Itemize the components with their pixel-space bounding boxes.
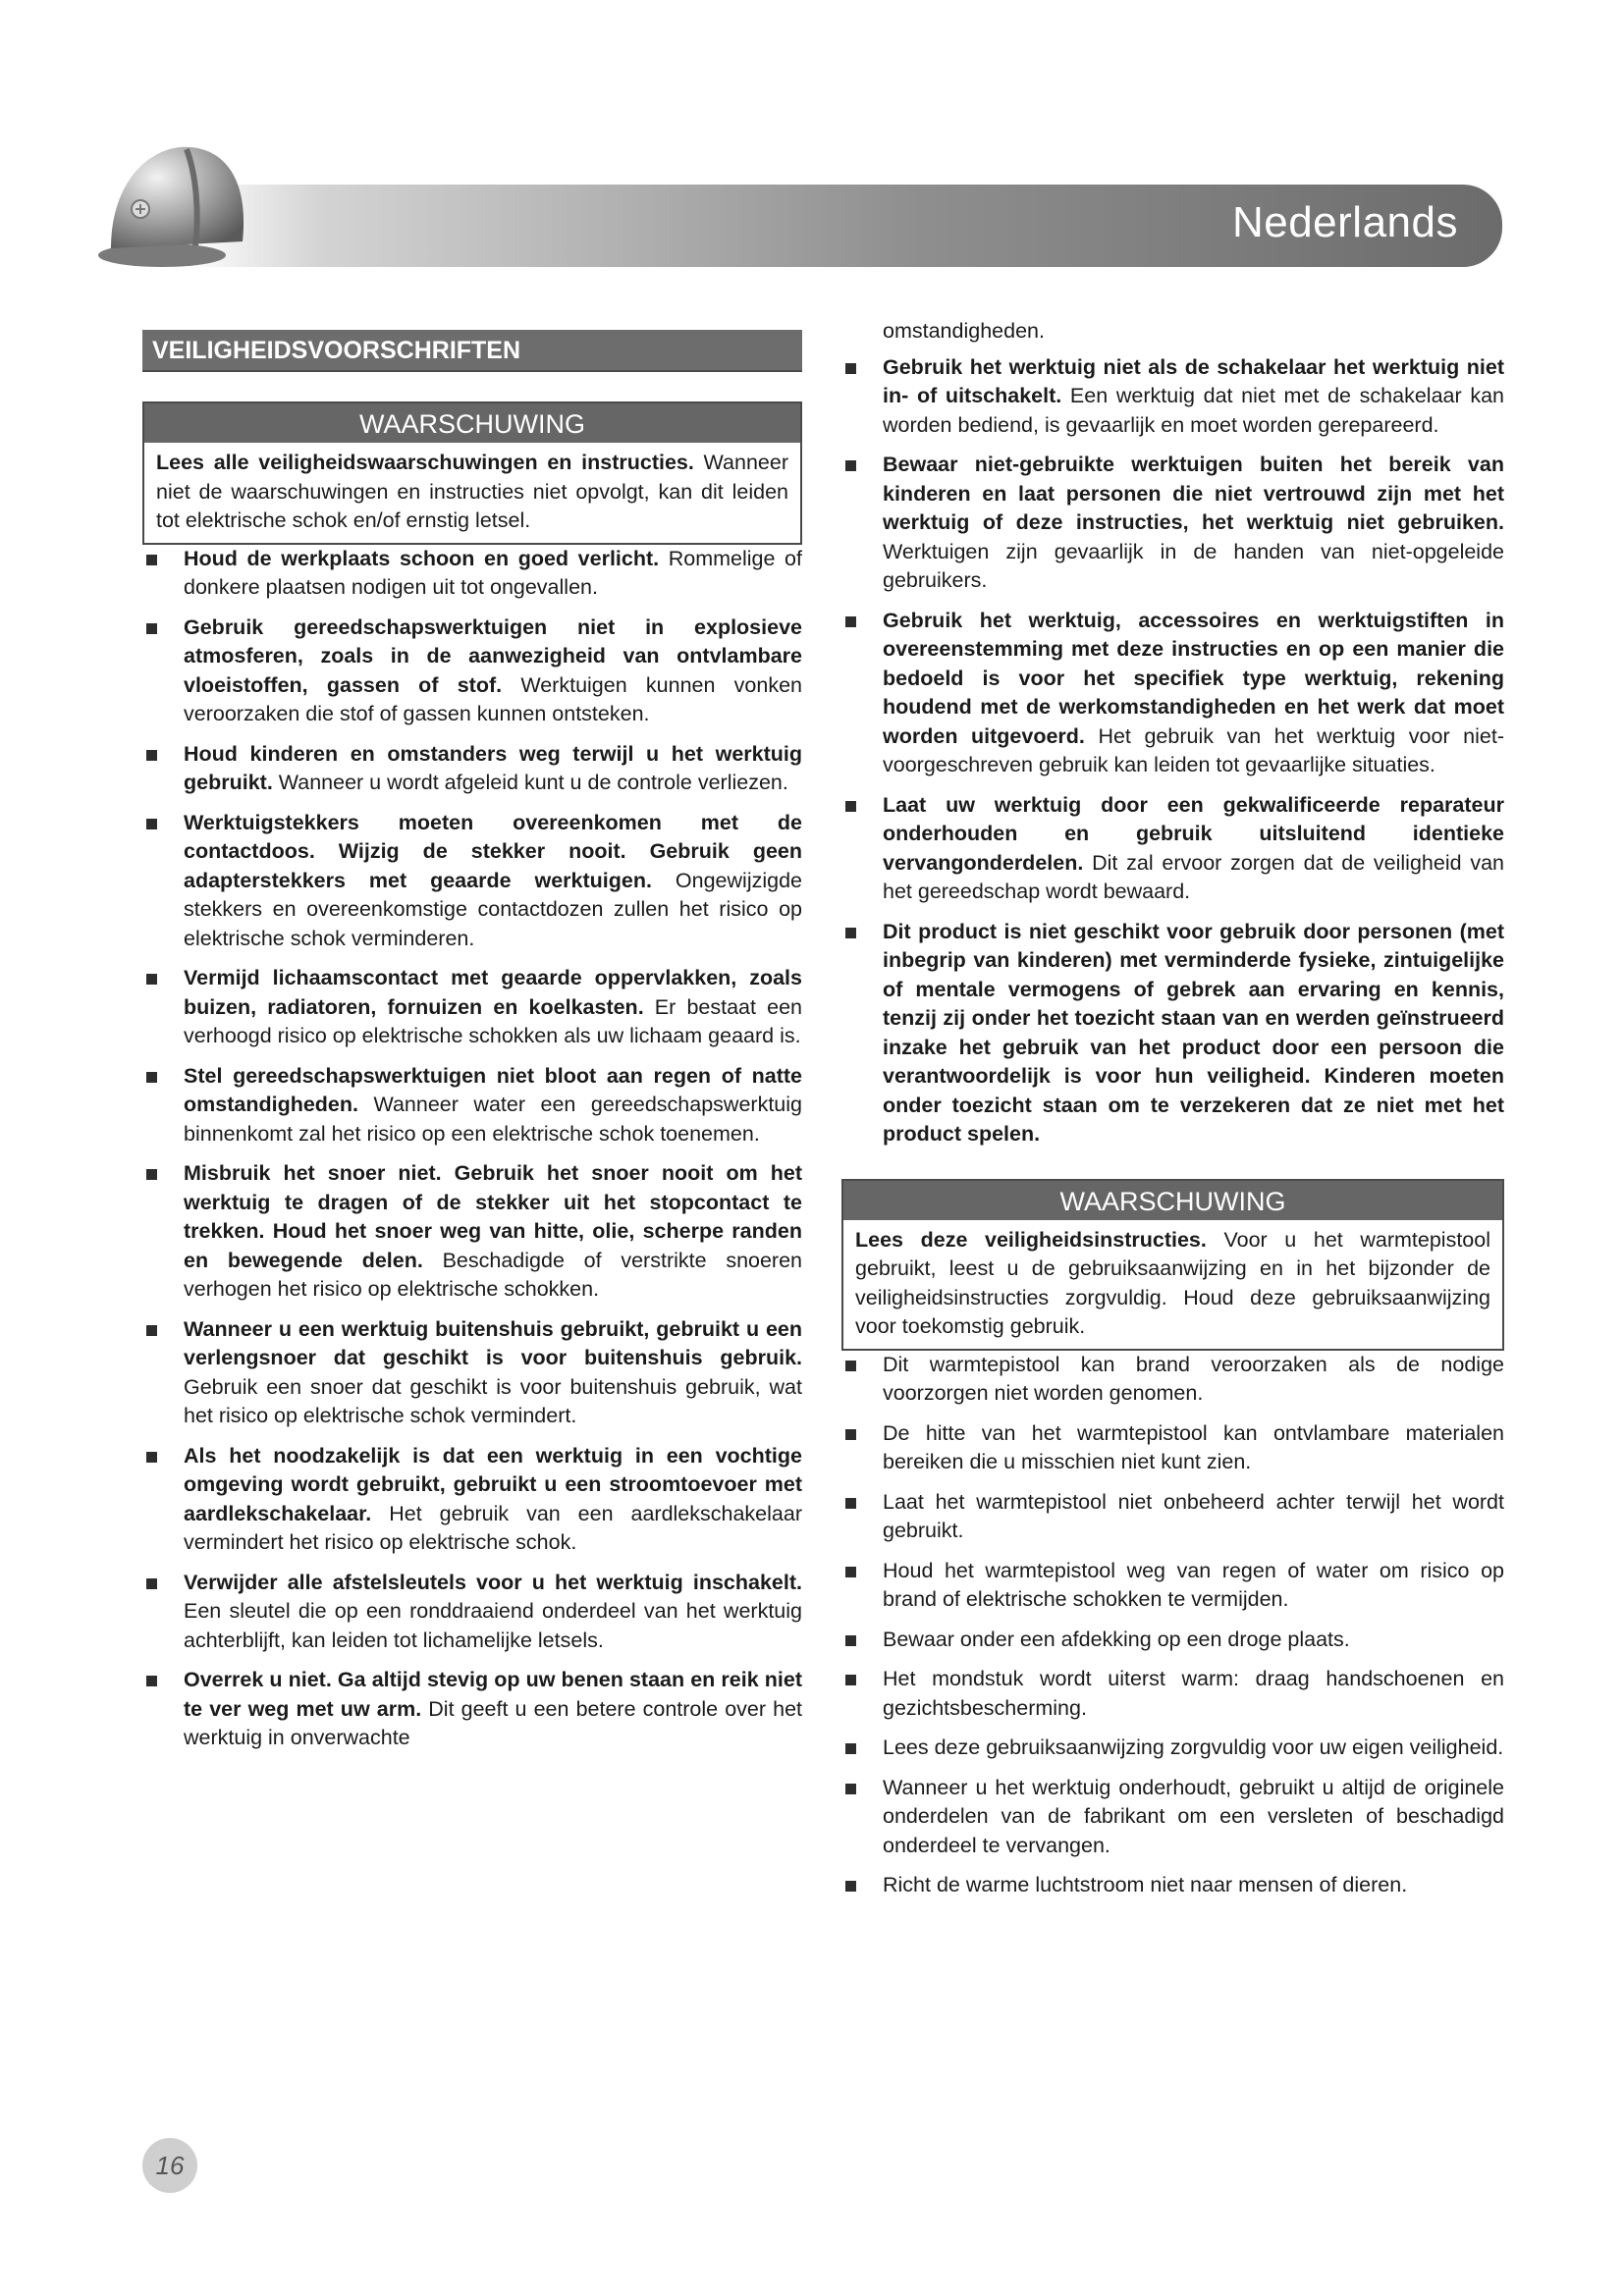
right-column [841, 320, 1504, 1911]
bullet-icon [146, 1676, 157, 1686]
bullet-icon [146, 1325, 157, 1336]
warning-title: WAARSCHUWING [843, 1181, 1502, 1220]
bullet-icon [845, 1881, 856, 1892]
safety-list [142, 545, 802, 1753]
list-item: Wanneer u een werktuig buitenshuis gebruikt, gebruikt u een verlengsnoer dat geschikt is voor buitenshuis gebruik. Gebruik een snoer dat geschikt is voor buitenshuis gebruik, wat het risico op elektrische schok vermindert. [142, 1315, 802, 1431]
warning-box [142, 401, 802, 545]
bullet-icon [845, 1361, 856, 1371]
bullet-icon [146, 1578, 157, 1589]
warning-box-heat-gun [841, 1179, 1504, 1351]
list-item: Bewaar niet-gebruikte werktuigen buiten het bereik van kinderen en laat personen die niet vertrouwd zijn met het werktuig of deze instructies, het werktuig niet gebruiken. Werktuigen zijn gevaarlijk in de handen van niet-opgeleide gebruikers. [841, 451, 1504, 596]
list-item: Houd het warmtepistool weg van regen of water om risico op brand of elektrische schokken te vermijden. [841, 1557, 1504, 1615]
bullet-icon [845, 1743, 856, 1754]
list-item: Het mondstuk wordt uiterst warm: draag handschoenen en gezichtsbescherming. [841, 1665, 1504, 1723]
list-item: Als het noodzakelijk is dat een werktuig in een vochtige omgeving wordt gebruikt, gebruikt u een stroomtoevoer met aardlekschakelaar. Het gebruik van een aardlekschakelaar vermindert het risico op elektrische schok. [142, 1442, 802, 1558]
language-title: Nederlands [1231, 198, 1458, 246]
bullet-icon [845, 1675, 856, 1685]
bullet-icon [146, 1169, 157, 1180]
bullet-icon [146, 1072, 157, 1083]
list-item: Wanneer u het werktuig onderhoudt, gebruikt u altijd de originele onderdelen van de fabrikant om een versleten of beschadigd onderdeel te vervangen. [841, 1774, 1504, 1861]
bullet-icon [845, 801, 856, 812]
bullet-icon [845, 1635, 856, 1646]
list-item: Overrek u niet. Ga altijd stevig op uw benen staan en reik niet te ver weg met uw arm. Dit geeft u een betere controle over het werktuig in onverwachte [142, 1666, 802, 1753]
bullet-icon [146, 555, 157, 565]
bullet-icon [845, 1784, 856, 1794]
page-number: 16 [142, 2138, 197, 2193]
list-item: Laat het warmtepistool niet onbeheerd achter terwijl het wordt gebruikt. [841, 1488, 1504, 1546]
list-item: Gebruik het werktuig, accessoires en werktuigstiften in overeenstemming met deze instructies en op een manier die bedoeld is voor het specifiek type werktuig, rekening houdend met de werkomstandigheden en het werk dat moet worden uitgevoerd. Het gebruik van het werktuig voor niet-voorgeschreven gebruik kan leiden tot gevaarlijke situaties. [841, 607, 1504, 780]
warning-title: WAARSCHUWING [144, 403, 800, 443]
list-item: Vermijd lichaamscontact met geaarde oppervlakken, zoals buizen, radiatoren, fornuizen en koelkasten. Er bestaat een verhoogd risico op elektrische schokken als uw lichaam geaard is. [142, 964, 802, 1051]
warning-text: Lees deze veiligheidsinstructies. Voor u het warmtepistool gebruikt, leest u de gebruiksaanwijzing en in het bijzonder de veiligheidsinstructies zorgvuldig. Houd deze gebruiksaanwijzing voor toekomstig gebruik. [855, 1227, 1490, 1338]
bullet-icon [845, 1498, 856, 1509]
list-item: Richt de warme luchtstroom niet naar mensen of dieren. [841, 1871, 1504, 1900]
safety-list-continued [841, 353, 1504, 1149]
list-item: Dit product is niet geschikt voor gebruik door personen (met inbegrip van kinderen) met verminderde fysieke, zintuigelijke of mentale vermogens of gebrek aan ervaring en kennis, tenzij zij onder het toezicht staan van en werden geïnstrueerd inzake het gebruik van het product door een persoon die verantwoordelijk is voor hun veiligheid. Kinderen moeten onder toezicht staan om te verzekeren dat ze niet met het product spelen. [841, 918, 1504, 1149]
header-banner [187, 185, 1502, 267]
continuation-text: omstandigheden. [883, 319, 1045, 343]
list-item: Verwijder alle afstelsleutels voor u het werktuig inschakelt. Een sleutel die op een ronddraaiend onderdeel van het werktuig achterblijft, kan leiden tot lichamelijke letsels. [142, 1569, 802, 1656]
list-item: Laat uw werktuig door een gekwalificeerde reparateur onderhouden en gebruik uitsluitend identieke vervangonderdelen. Dit zal ervoor zorgen dat de veiligheid van het gereedschap wordt bewaard. [841, 791, 1504, 907]
list-item: Stel gereedschapswerktuigen niet bloot aan regen of natte omstandigheden. Wanneer water een gereedschapswerktuig binnenkomt zal het risico op een elektrische schok toenemen. [142, 1062, 802, 1149]
list-item: Lees deze gebruiksaanwijzing zorgvuldig voor uw eigen veiligheid. [841, 1734, 1504, 1763]
bullet-icon [845, 363, 856, 374]
list-item: Werktuigstekkers moeten overeenkomen met de contactdoos. Wijzig de stekker nooit. Gebruik geen adapterstekkers met geaarde werktuigen. Ongewijzigde stekkers en overeenkomstige contactdozen zullen het risico op elektrische schok verminderen. [142, 809, 802, 954]
bullet-icon [146, 623, 157, 634]
list-item: Bewaar onder een afdekking op een droge plaats. [841, 1626, 1504, 1655]
bullet-icon [146, 974, 157, 985]
list-item: Dit warmtepistool kan brand veroorzaken als de nodige voorzorgen niet worden genomen. [841, 1351, 1504, 1409]
bullet-icon [845, 1567, 856, 1577]
bullet-icon [146, 819, 157, 829]
bullet-icon [845, 928, 856, 938]
bullet-icon [146, 750, 157, 761]
list-item: Houd de werkplaats schoon en goed verlicht. Rommelige of donkere plaatsen nodigen uit tot ongevallen. [142, 545, 802, 603]
list-item: Gebruik gereedschapswerktuigen niet in explosieve atmosferen, zoals in de aanwezigheid van ontvlambare vloeistoffen, gassen of stof. Werktuigen kunnen vonken veroorzaken die stof of gassen kunnen ontsteken. [142, 614, 802, 729]
bullet-icon [845, 1429, 856, 1440]
warning-text: Lees alle veiligheidswaarschuwingen en instructies. Wanneer niet de waarschuwingen en instructies niet opvolgt, kan dit leiden tot elektrische schok en/of ernstig letsel. [156, 451, 788, 532]
list-item: Misbruik het snoer niet. Gebruik het snoer nooit om het werktuig te dragen of de stekker uit het stopcontact te trekken. Houd het snoer weg van hitte, olie, scherpe randen en bewegende delen. Beschadigde of verstrikte snoeren verhogen het risico op elektrische schokken. [142, 1159, 802, 1305]
heat-gun-list [841, 1351, 1504, 1900]
left-column [142, 320, 802, 1764]
list-item: Houd kinderen en omstanders weg terwijl u het werktuig gebruikt. Wanneer u wordt afgeleid kunt u de controle verliezen. [142, 740, 802, 798]
bullet-icon [146, 1452, 157, 1463]
bullet-icon [845, 616, 856, 627]
bullet-icon [845, 460, 856, 471]
list-item: Gebruik het werktuig niet als de schakelaar het werktuig niet in- of uitschakelt. Een werktuig dat niet met de schakelaar kan worden bediend, is gevaarlijk en moet worden gerepareerd. [841, 353, 1504, 441]
section-heading: VEILIGHEIDSVOORSCHRIFTEN [142, 330, 802, 372]
list-item: De hitte van het warmtepistool kan ontvlambare materialen bereiken die u misschien niet kunt zien. [841, 1419, 1504, 1477]
safety-helmet-icon [93, 126, 250, 273]
